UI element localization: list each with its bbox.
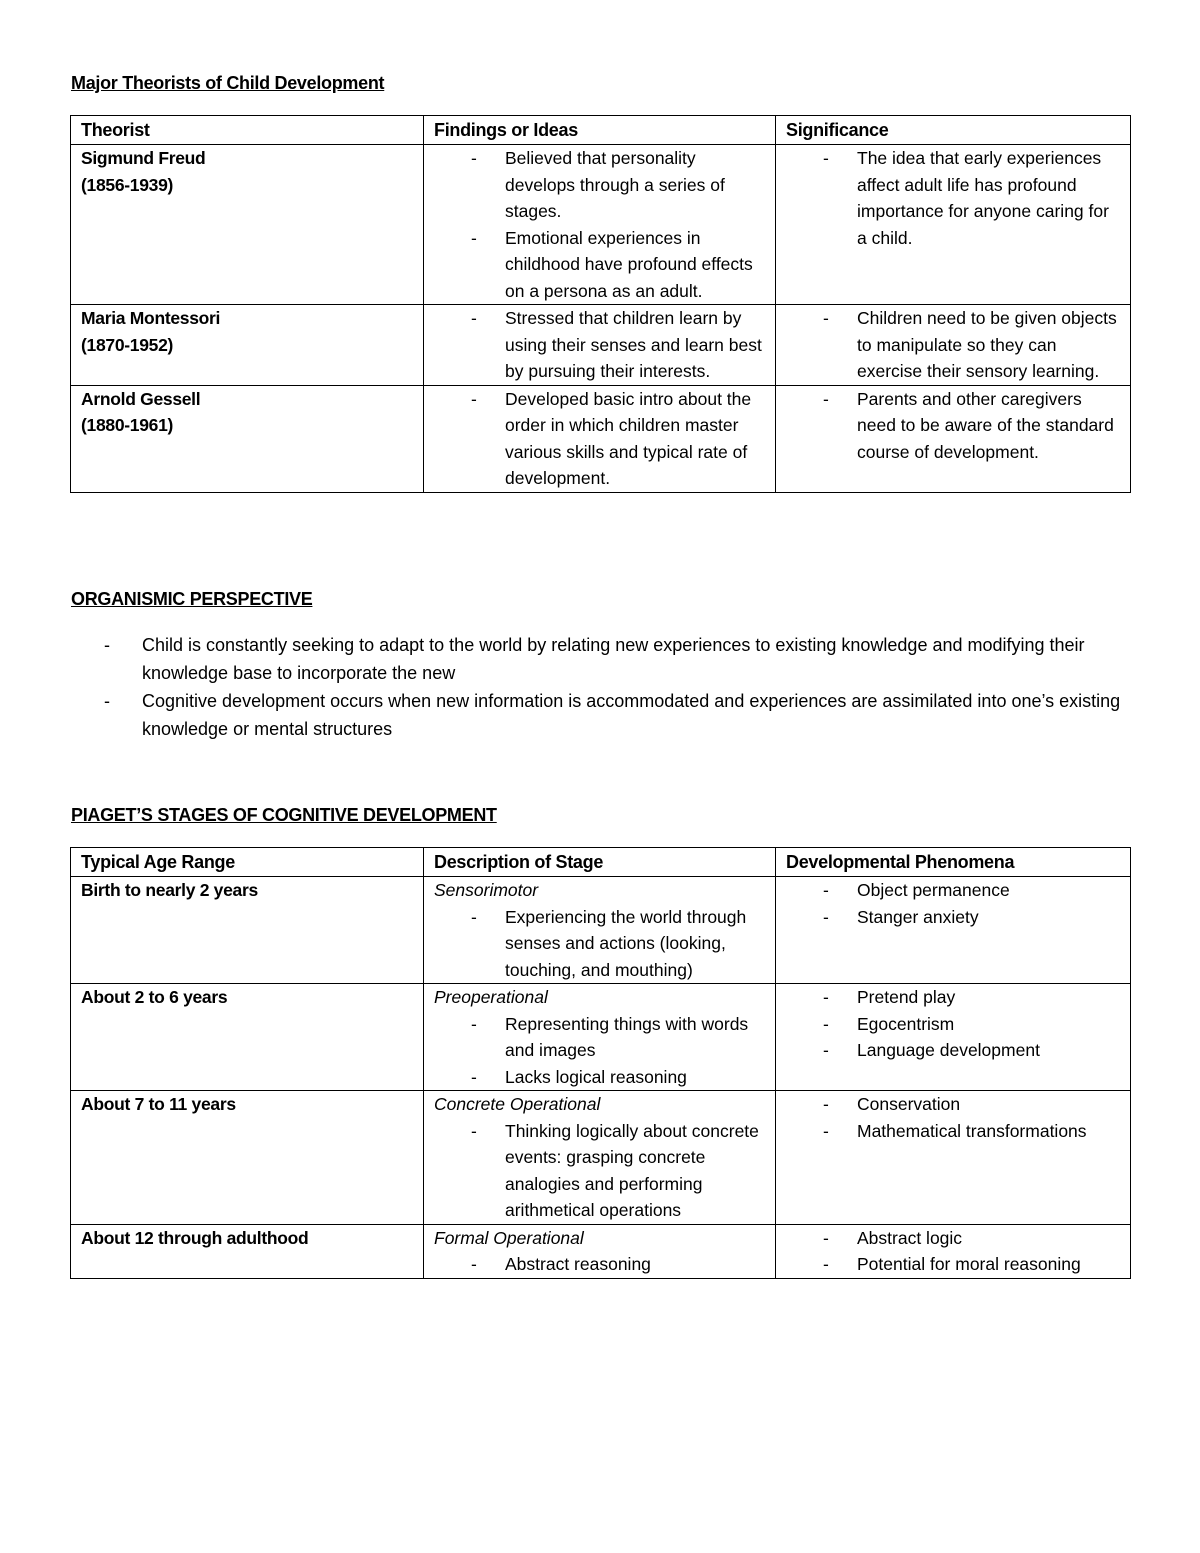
- phenomena-cell: [776, 1224, 1131, 1278]
- table-row: [71, 385, 1131, 492]
- description-cell: [424, 877, 776, 984]
- list-item: - Emotional experiences in childhood have profound effects on a persona as an adult.: [434, 225, 765, 305]
- column-header-significance: Significance: [776, 116, 1131, 145]
- phenomena-cell: [776, 1091, 1131, 1225]
- list-item: - Cognitive development occurs when new information is accommodated and experiences are assimilated into one’s existing knowledge or mental structures: [71, 687, 1131, 743]
- phenomena-cell: [776, 984, 1131, 1091]
- column-header-findings: Findings or Ideas: [424, 116, 776, 145]
- list-item: - Lacks logical reasoning: [434, 1064, 765, 1091]
- list-item: - Stressed that children learn by using their senses and learn best by pursuing their interests.: [434, 305, 765, 385]
- section-title-organismic: ORGANISMIC PERSPECTIVE: [71, 589, 313, 609]
- list-item: - Mathematical transformations: [786, 1118, 1120, 1145]
- theorist-cell: [71, 305, 424, 386]
- theorist-years: (1856-1939): [81, 174, 174, 195]
- stage-name: Concrete Operational: [434, 1094, 601, 1114]
- column-header-theorist: Theorist: [71, 116, 424, 145]
- description-cell: [424, 1224, 776, 1278]
- description-cell: [424, 1091, 776, 1225]
- list-item: - Parents and other caregivers need to be aware of the standard course of development.: [786, 386, 1120, 466]
- description-cell: [424, 984, 776, 1091]
- phenomena-cell: [776, 877, 1131, 984]
- list-item: - Thinking logically about concrete events: grasping concrete analogies and performing arithmetical operations: [434, 1118, 765, 1224]
- column-header-age-range: Typical Age Range: [71, 848, 424, 877]
- table-row: [71, 877, 1131, 984]
- list-item: - Potential for moral reasoning: [786, 1251, 1120, 1278]
- organismic-bullet-list: [71, 631, 1131, 743]
- age-range-cell: About 2 to 6 years: [71, 984, 424, 1091]
- stage-name: Formal Operational: [434, 1227, 584, 1248]
- list-item: - Conservation: [786, 1091, 1120, 1118]
- list-item: - Abstract logic: [786, 1225, 1120, 1252]
- list-item: - Stanger anxiety: [786, 904, 1120, 931]
- findings-cell: [424, 145, 776, 305]
- list-item: - The idea that early experiences affect adult life has profound importance for anyone caring for a child.: [786, 145, 1120, 251]
- table-row: [71, 1224, 1131, 1278]
- list-item: - Believed that personality develops through a series of stages.: [434, 145, 765, 225]
- findings-cell: [424, 385, 776, 492]
- column-header-description: Description of Stage: [424, 848, 776, 877]
- column-header-phenomena: Developmental Phenomena: [776, 848, 1131, 877]
- table-row: [71, 1091, 1131, 1225]
- theorist-cell: [71, 145, 424, 305]
- list-item: - Child is constantly seeking to adapt to the world by relating new experiences to existing knowledge and modifying their knowledge base to incorporate the new: [71, 631, 1131, 687]
- age-range-cell: About 12 through adulthood: [71, 1224, 424, 1278]
- piaget-stages-table: [70, 847, 1131, 1279]
- significance-cell: [776, 385, 1131, 492]
- table-row: [71, 984, 1131, 1091]
- table-row: [71, 145, 1131, 305]
- table-header-row: [71, 116, 1131, 145]
- theorist-name: Sigmund Freud: [81, 148, 206, 168]
- table-row: [71, 305, 1131, 386]
- age-range-cell: Birth to nearly 2 years: [71, 877, 424, 984]
- theorist-cell: [71, 385, 424, 492]
- table-header-row: [71, 848, 1131, 877]
- section-title-theorists: Major Theorists of Child Development: [71, 73, 385, 93]
- theorists-table: [70, 115, 1131, 493]
- theorist-years: (1880-1961): [81, 415, 174, 435]
- significance-cell: [776, 305, 1131, 386]
- list-item: - Pretend play: [786, 984, 1120, 1011]
- list-item: - Experiencing the world through senses and actions (looking, touching, and mouthing): [434, 904, 765, 984]
- significance-cell: [776, 145, 1131, 305]
- theorist-years: (1870-1952): [81, 334, 174, 355]
- stage-name: Preoperational: [434, 987, 548, 1007]
- section-title-piaget: PIAGET’S STAGES OF COGNITIVE DEVELOPMENT: [71, 805, 497, 825]
- list-item: - Children need to be given objects to manipulate so they can exercise their sensory learning.: [786, 305, 1120, 385]
- age-range-cell: About 7 to 11 years: [71, 1091, 424, 1225]
- list-item: - Language development: [786, 1037, 1120, 1064]
- list-item: - Developed basic intro about the order in which children master various skills and typical rate of development.: [434, 386, 765, 492]
- list-item: - Abstract reasoning: [434, 1251, 765, 1278]
- theorist-name: Arnold Gessell: [81, 388, 201, 409]
- list-item: - Representing things with words and images: [434, 1011, 765, 1064]
- findings-cell: [424, 305, 776, 386]
- theorist-name: Maria Montessori: [81, 308, 221, 328]
- list-item: - Egocentrism: [786, 1011, 1120, 1038]
- list-item: - Object permanence: [786, 877, 1120, 904]
- stage-name: Sensorimotor: [434, 880, 539, 900]
